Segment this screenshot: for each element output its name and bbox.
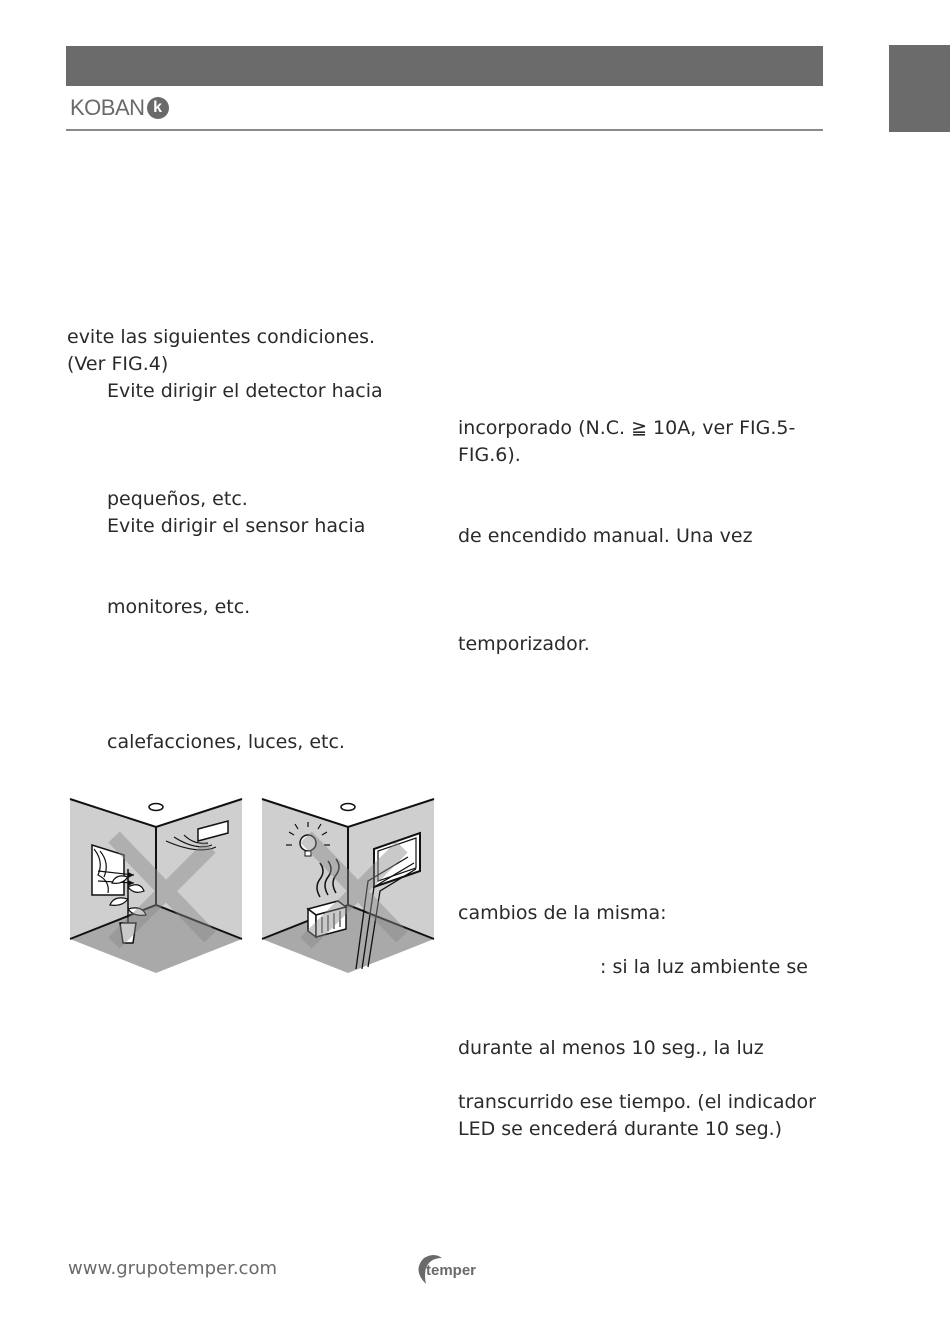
right-line-1: incorporado (N.C. ≧ 10A, ver FIG.5- (458, 417, 796, 439)
room-lamp-heater-monitor (262, 799, 434, 973)
right-line-9: LED se encederá durante 10 seg.) (458, 1118, 783, 1140)
right-line-6: : si la luz ambiente se (600, 956, 808, 978)
sensor-icon (341, 804, 355, 811)
temper-logo-text: temper (426, 1262, 477, 1279)
header-bar (66, 46, 823, 86)
left-line-2: (Ver FIG.4) (67, 353, 169, 375)
left-line-6: monitores, etc. (107, 596, 251, 618)
left-line-5: Evite dirigir el sensor hacia (107, 515, 366, 537)
footer-website-link[interactable]: www.grupotemper.com (68, 1258, 277, 1279)
right-line-4: temporizador. (458, 633, 590, 655)
left-line-4: pequeños, etc. (107, 488, 248, 510)
left-line-7: calefacciones, luces, etc. (107, 731, 345, 753)
header-rule (66, 129, 823, 131)
sensor-icon (149, 804, 163, 811)
room-window-plant-aircon (70, 799, 242, 973)
right-line-5: cambios de la misma: (458, 902, 667, 924)
brand-mark-icon: k (147, 97, 169, 119)
right-line-8: transcurrido ese tiempo. (el indicador (458, 1091, 816, 1113)
left-line-1: evite las siguientes condiciones. (67, 326, 376, 348)
right-line-7: durante al menos 10 seg., la luz (458, 1037, 764, 1059)
right-line-2: FIG.6). (458, 444, 521, 466)
section-tab (889, 45, 950, 132)
brand-name: KOBAN (70, 95, 145, 120)
brand-logo (70, 94, 169, 122)
left-line-3: Evite dirigir el detector hacia (107, 380, 383, 402)
right-line-3: de encendido manual. Una vez (458, 525, 753, 547)
installation-warning-figure (68, 797, 436, 975)
